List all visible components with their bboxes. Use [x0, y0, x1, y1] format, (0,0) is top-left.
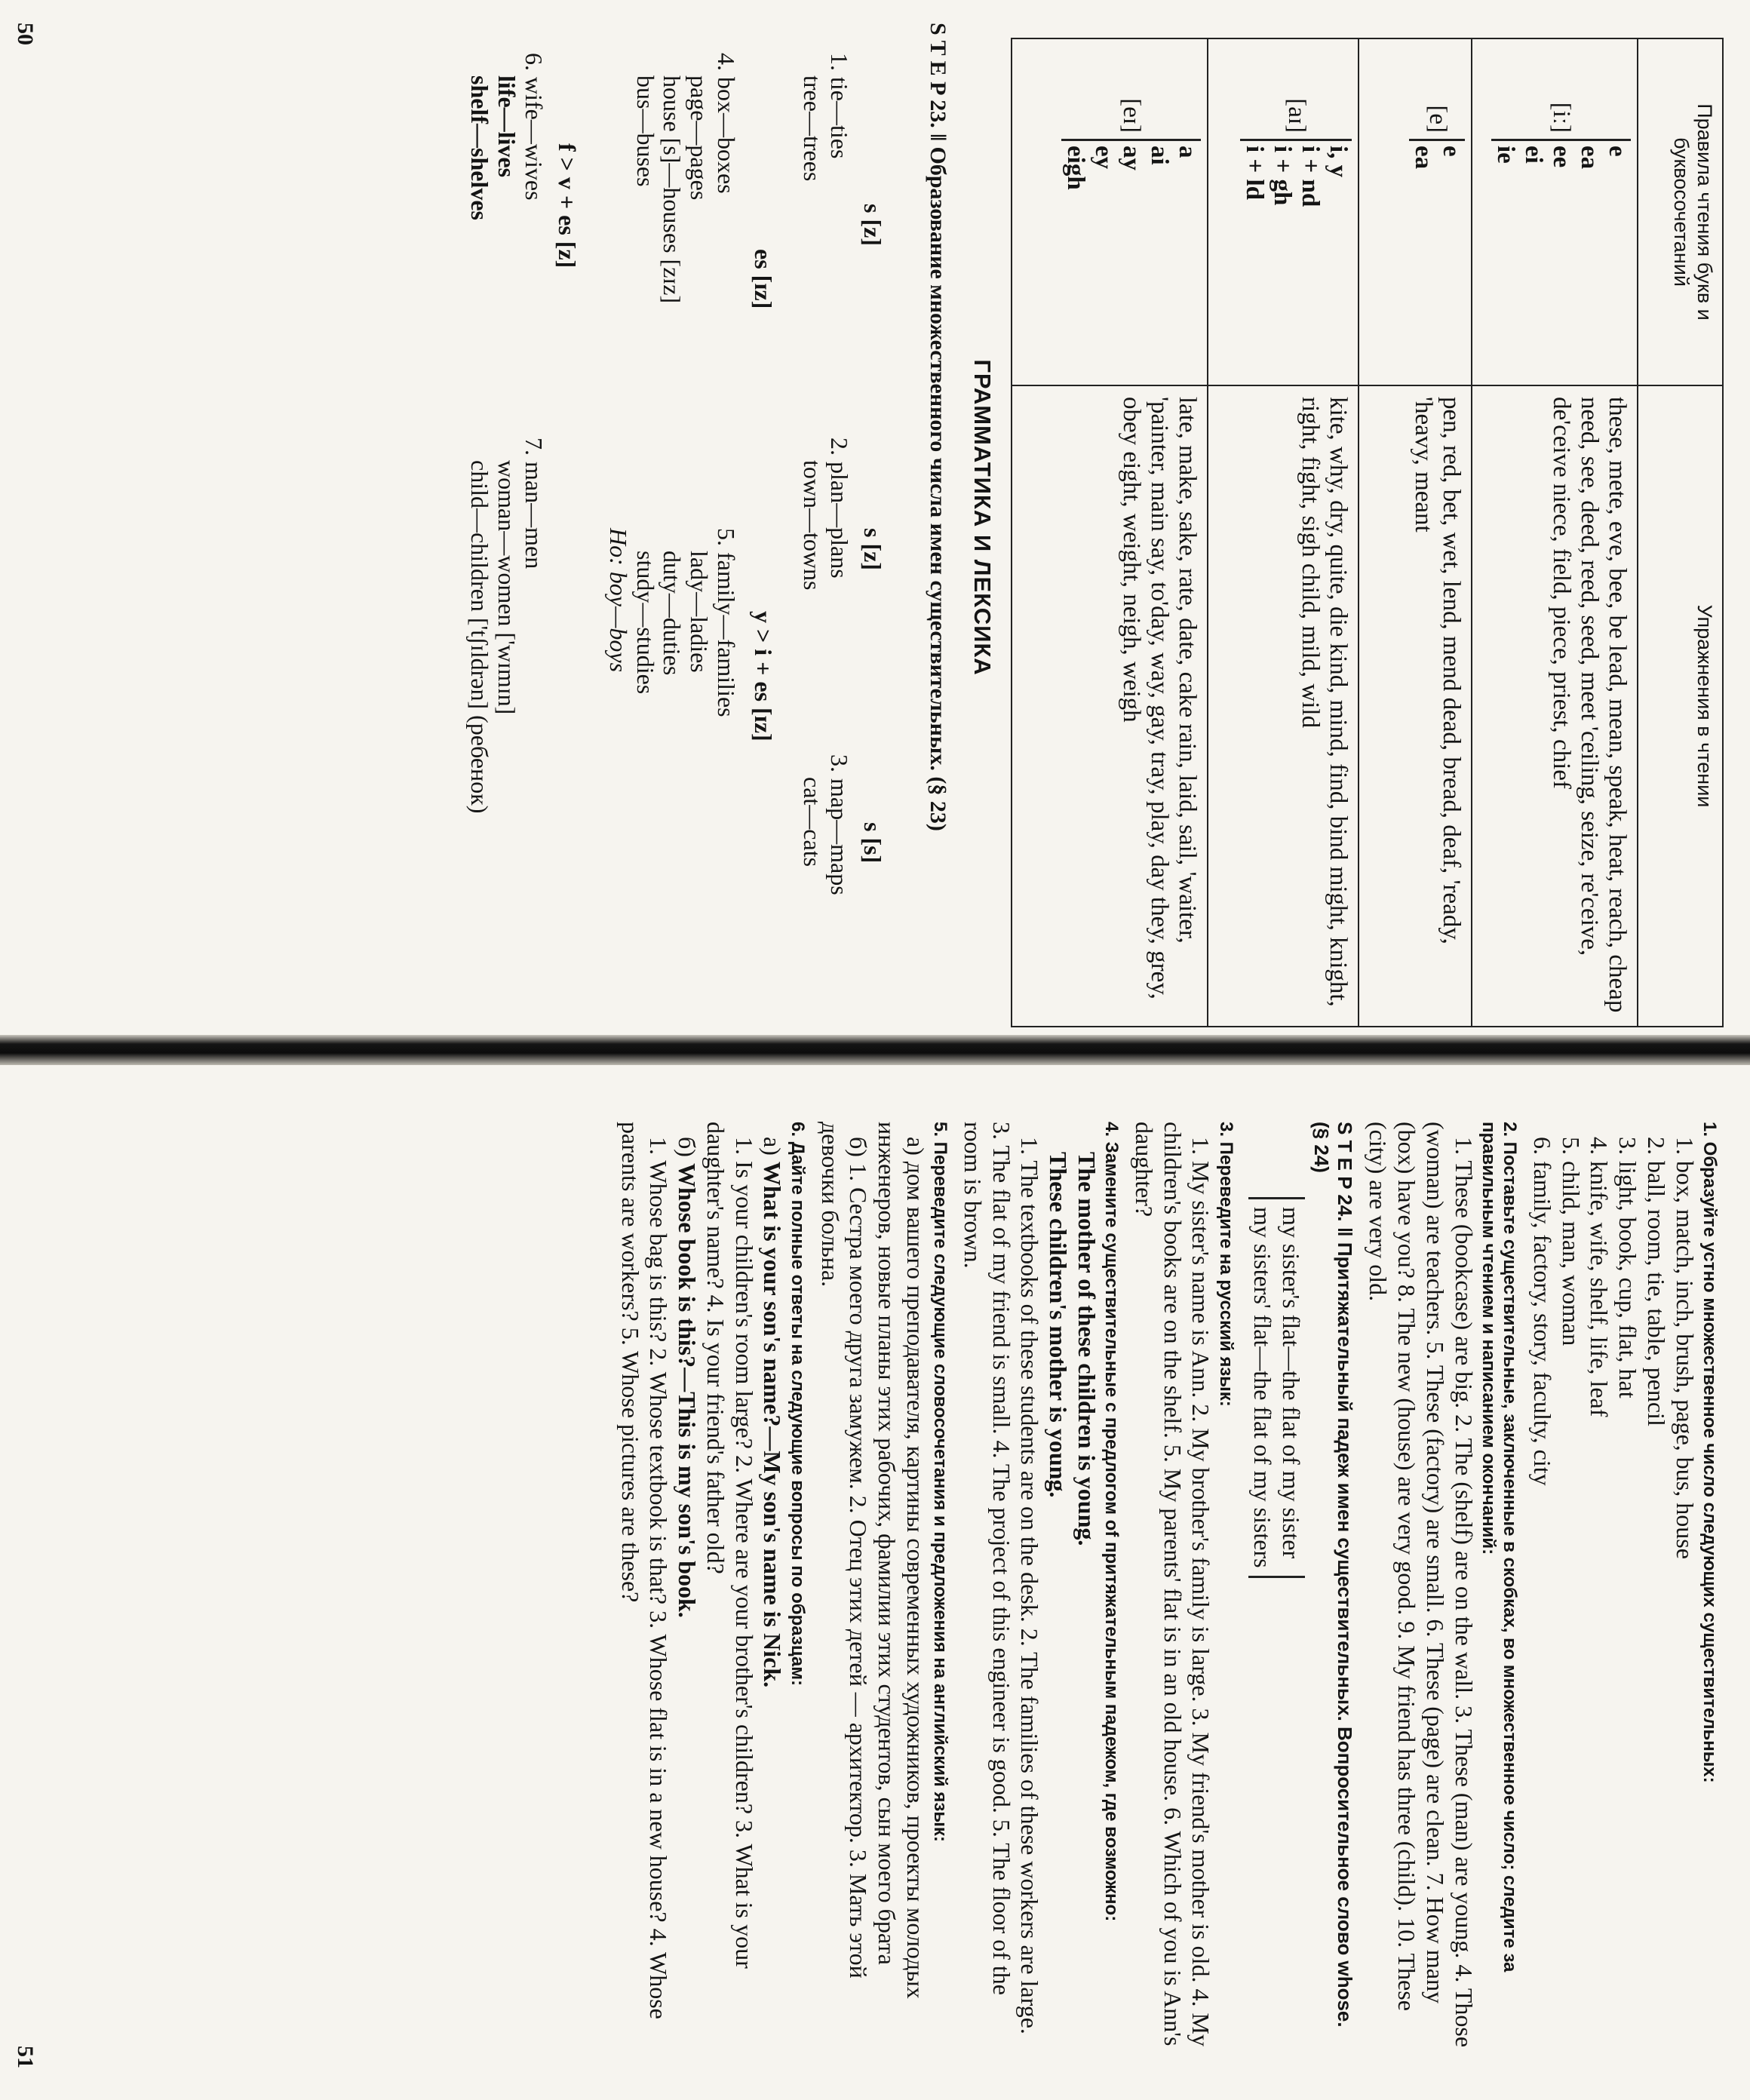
exercise-cell: late, make, sake, rate, date, cake rain, laid, sail, 'waiter, 'painter, main say, to'day, way, gay, tray, play, day they, grey, obey eight, weight, neigh, weigh	[1012, 385, 1208, 1027]
table-row	[1012, 38, 1208, 1027]
letters: ea	[1410, 146, 1438, 170]
task-5-heading: 5. Переведите следующие словосочетания и предложения на английский язык:	[930, 1122, 951, 1842]
letters: a	[1174, 146, 1201, 158]
letters: e	[1438, 146, 1465, 157]
task-2-heading: 2. Поставьте существительные, заключенные в скобках, во множественное число; следите за правильным чтением и написанием окончаний:	[1478, 1122, 1521, 1973]
letters: ee	[1548, 146, 1576, 168]
task-4-sample: These children's mother is young.	[1045, 1152, 1073, 1498]
example-line: life—lives	[493, 75, 521, 178]
letters: ie	[1492, 146, 1520, 164]
exercise-cell: pen, red, bet, wet, lend, mend dead, bread, deaf, 'ready, 'heavy, meant	[1359, 385, 1472, 1027]
table-row	[1208, 38, 1359, 1027]
step-ref: (§ 23)	[926, 776, 950, 831]
step-24-example: my sisters' flat—the flat of my sisters	[1249, 1207, 1277, 1568]
task-1-line: 2. ball, room, tie, table, pencil	[1642, 1137, 1670, 1426]
example-line: house [s]—houses [zɪz]	[659, 75, 686, 304]
letters: ei	[1520, 146, 1548, 164]
letters: eigh	[1062, 146, 1090, 190]
book-gutter	[0, 1035, 1750, 1065]
letters: ay	[1118, 146, 1146, 170]
example-line: 1. tie—ties	[826, 53, 853, 159]
rule-label: es [ɪz]	[750, 249, 777, 309]
task-6-a-text: 1. Is your children's room large? 2. Where are your brother's children? 3. What is your daughter's name? 4. Is your friend's father old?	[702, 1122, 758, 1969]
letters: i, y	[1325, 146, 1352, 178]
example-6	[466, 53, 547, 220]
example-exception: Но: boy—boys	[604, 528, 632, 673]
rule-cell	[1472, 38, 1638, 385]
table-header-row	[1638, 38, 1723, 1027]
sound-symbol: [eɪ]	[1118, 98, 1146, 133]
example-line: lady—ladies	[686, 551, 714, 673]
letters: i + ld	[1241, 146, 1269, 200]
rule-cell	[1208, 38, 1359, 385]
right-page	[0, 1065, 1750, 2100]
step-24-example: my sister's flat—the flat of my sister	[1278, 1207, 1306, 1559]
example-line: tree—trees	[799, 75, 827, 182]
example-line: duty—duties	[659, 551, 686, 676]
task-6-a-sample-line	[758, 1122, 787, 2049]
example-3	[798, 754, 852, 895]
task-3-heading: 3. Переведите на русский язык:	[1215, 1122, 1236, 1407]
letters: ey	[1090, 146, 1118, 170]
grammar-section	[969, 0, 996, 1035]
rule-cell	[1012, 38, 1208, 385]
example-line: cat—cats	[799, 777, 827, 867]
example-line: 7. man—men	[520, 438, 548, 570]
page-number: 51	[13, 2046, 38, 2068]
rule-label: s [z]	[859, 204, 886, 246]
example-line: study—studies	[631, 551, 659, 695]
step-24-heading: S T E P 24. ‖ Притяжательный падеж имен существительных. Вопросительное слово whose. (§ 24)	[1309, 1122, 1356, 2028]
rule-label: s [s]	[859, 822, 886, 864]
example-line: 6. wife—wives	[520, 53, 548, 201]
example-5	[604, 528, 739, 717]
task-6-b-sample-line	[672, 1122, 701, 2049]
table-header-rules: Правила чтения букв и буквосочетаний	[1638, 38, 1723, 385]
exercise-cell: these, mete, eve, bee, be lead, mean, speak, heat, reach, cheap need, see, deed, reed, seed, meet 'ceiling, seize, re'ceive, de'ceive niece, field, piece, priest, chief	[1472, 385, 1638, 1027]
example-1	[798, 53, 852, 181]
task-2-text: 1. These (bookcase) are big. 2. The (shelf) are on the wall. 3. These (man) are young. 4. Those (woman) are teachers. 5. These (factory) are small. 6. These (page) are clean. 7. How many (box) have you? 8. The new (house) are very good. 9. My friend has three (child). 10. These (city) are very old.	[1365, 1122, 1478, 2048]
task-6-b-sample: Whose book is this?—This is my son's book.	[674, 1162, 702, 1618]
left-page	[0, 0, 1750, 1035]
example-line: child—children ['tʃɪldrən] (ребенок)	[466, 460, 494, 814]
sound-symbol: [iː]	[1548, 102, 1576, 133]
table-row	[1359, 38, 1472, 1027]
task-4-heading: 4. Замените существительные с предлогом of притяжательным падежом, где возможно:	[1101, 1122, 1122, 1922]
task-1-line: 1. box, match, inch, brush, page, bus, house	[1671, 1137, 1699, 1559]
example-line: bus—buses	[631, 75, 659, 187]
letters: ai	[1146, 146, 1174, 165]
right-page-content	[0, 1065, 1750, 2100]
step-23-heading	[925, 23, 950, 1026]
task-6-b-label: б)	[674, 1137, 702, 1157]
task-3-text: 1. My sister's name is Ann. 2. My brother's family is large. 3. My friend's mother is old. 4. My children's books are on the shelf. 5. My parents' flat is in an old house. 6. Which of you is Ann's daughter?	[1130, 1122, 1215, 2046]
task-5-a: а) дом вашего преподавателя, картины современных художников, проекты молодых инженеров, новые планы этих рабочих, фамилии этих студентов, сын моего брата	[873, 1122, 929, 1999]
example-2	[798, 438, 852, 590]
example-line: 2. plan—plans	[826, 438, 853, 579]
example-4	[631, 53, 739, 303]
sound-symbol: [aɪ]	[1282, 98, 1310, 133]
task-5-b: б) 1. Сестра моего друга замужем. 2. Отец этих детей — архитектор. 3. Мать этой девочки больна.	[816, 1122, 873, 1979]
step-title: S T E P 23. ‖ Образование множественного числа имен существительных.	[926, 23, 950, 771]
example-line: woman—women ['wɪmɪn]	[493, 460, 521, 715]
task-6-a-sample: What is your son's name?—My son's name is Nick.	[759, 1161, 787, 1688]
letters: i + gh	[1269, 146, 1297, 206]
example-line: page—pages	[686, 75, 714, 201]
letters: e	[1604, 146, 1631, 157]
left-page-content	[0, 0, 1750, 1035]
page-number: 50	[13, 23, 38, 45]
task-1-line: 6. family, factory, story, faculty, city	[1528, 1137, 1556, 1486]
task-1-heading: 1. Образуйте устно множественное число следующих существительных:	[1699, 1122, 1720, 1783]
example-line: shelf—shelves	[466, 75, 494, 220]
task-1-line: 5. child, man, woman	[1557, 1137, 1585, 1346]
task-1-line: 4. knife, wife, shelf, life, leaf	[1586, 1137, 1613, 1417]
table-header-exercises: Упражнения в чтении	[1638, 385, 1723, 1027]
task-6-a-label: а)	[759, 1137, 787, 1156]
sound-symbol: [e]	[1423, 105, 1451, 133]
example-line: 4. box—boxes	[713, 53, 740, 194]
table-row	[1472, 38, 1638, 1027]
exercise-cell: kite, why, dry, quite, die kind, mind, find, bind might, knight, right, fight, sigh child, mild, wild	[1208, 385, 1359, 1027]
task-1-line: 3. light, book, cup, flat, hat	[1614, 1137, 1642, 1398]
rule-label: y > i + es [ɪz]	[750, 611, 777, 741]
step-24-examples	[1248, 1197, 1306, 1578]
example-line: 3. map—maps	[826, 754, 853, 895]
letters: i + nd	[1297, 146, 1325, 207]
example-line: 5. family—families	[713, 528, 740, 717]
letters: ea	[1576, 146, 1604, 170]
task-4-sample: The mother of these children is young.	[1073, 1152, 1101, 1546]
rule-cell	[1359, 38, 1472, 385]
rule-label: f > v + es [z]	[554, 143, 581, 269]
task-6-heading: 6. Дайте полные ответы на следующие вопросы по образцам:	[787, 1122, 808, 1686]
example-line: town—towns	[799, 460, 827, 591]
reading-rules-table	[1011, 38, 1724, 1027]
exercises-column	[616, 1122, 1720, 2049]
task-4-text: 1. The textbooks of these students are on the desk. 2. The families of these workers are large. 3. The flat of my friend is small. 4. The project of this engineer is good. 5. The floor of the room is brown.	[959, 1122, 1044, 2034]
task-6-b-text: 1. Whose bag is this? 2. Whose textbook is that? 3. Whose flat is in a new house? 4. Whose parents are workers? 5. Whose pictures are these?	[616, 1122, 673, 2019]
section-title: ГРАММАТИКА И ЛЕКСИКА	[969, 359, 996, 676]
rule-label: s [z]	[859, 528, 886, 570]
example-7	[466, 438, 547, 813]
